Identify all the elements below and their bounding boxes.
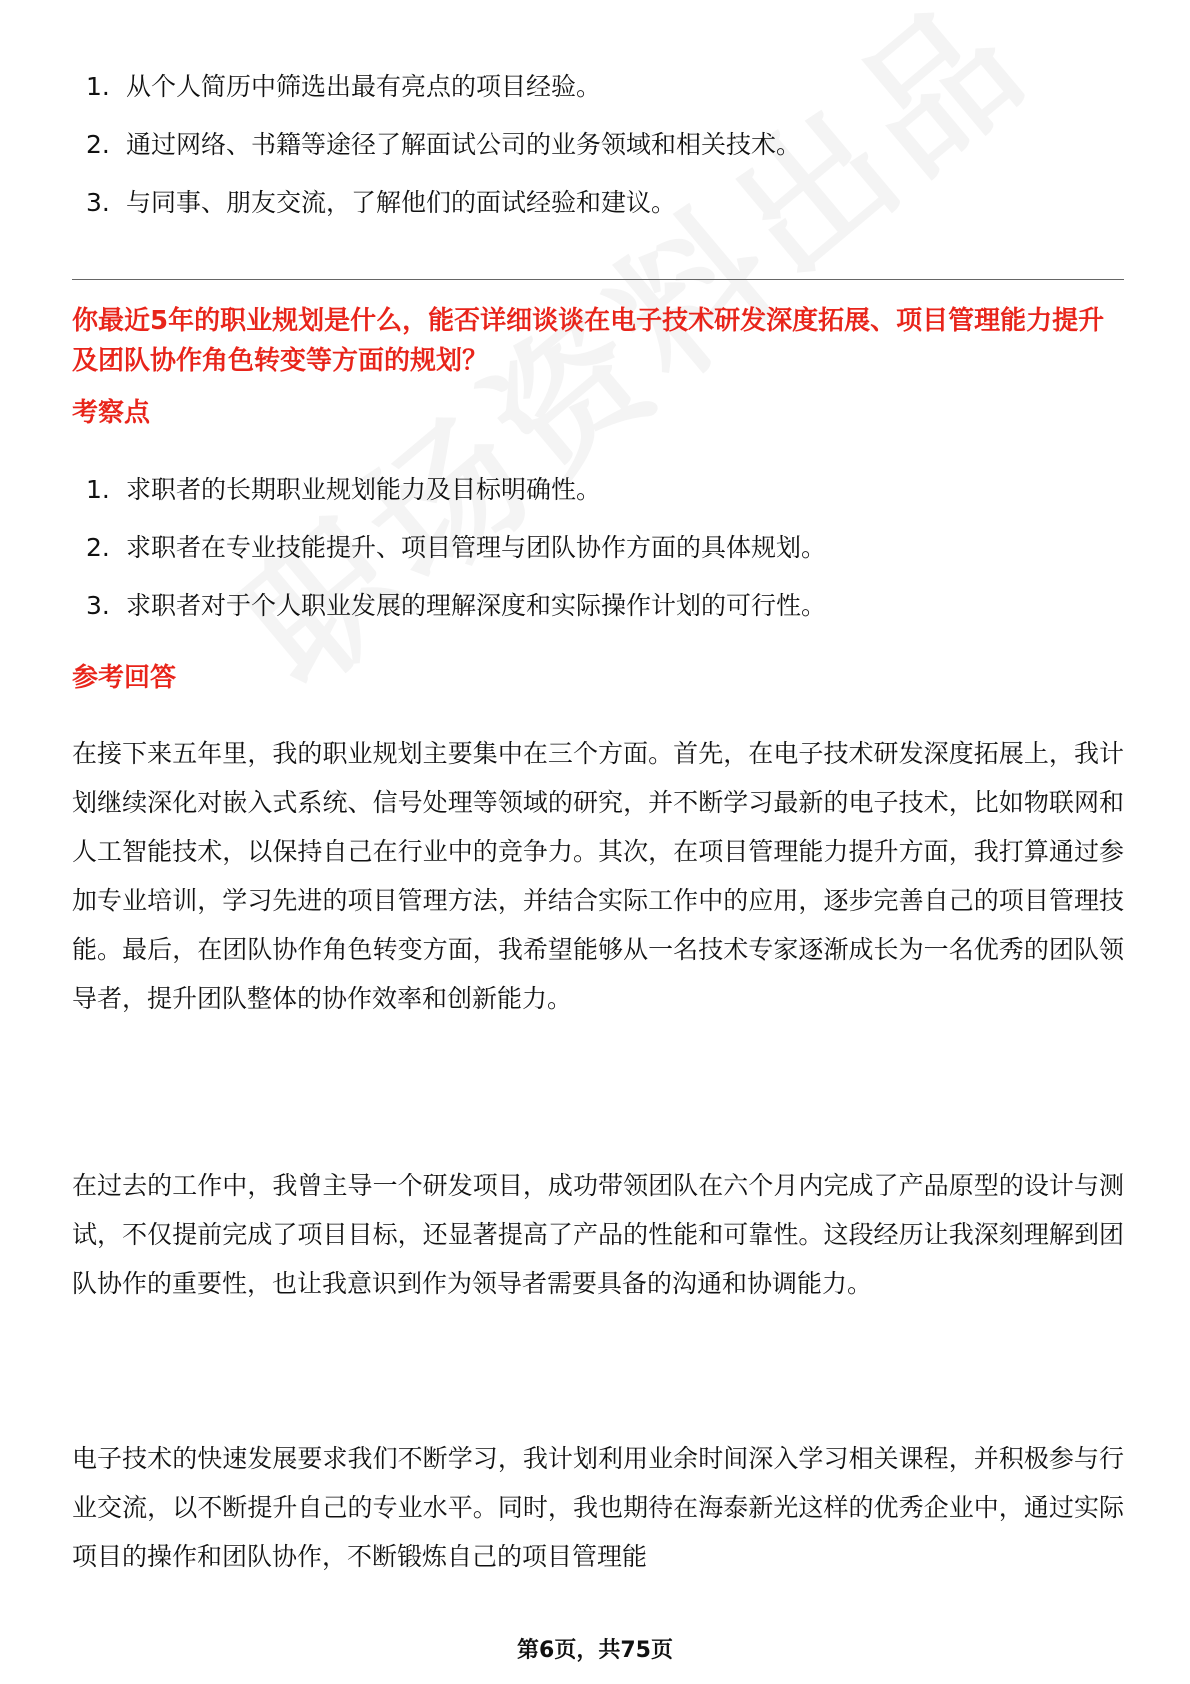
- list-number: 2.: [86, 533, 110, 562]
- list-text: 求职者在专业技能提升、项目管理与团队协作方面的具体规划。: [126, 533, 827, 562]
- interview-question: 你最近5年的职业规划是什么，能否详细谈谈在电子技术研发深度拓展、项目管理能力提升及团队协作角色转变等方面的规划？: [72, 306, 1105, 376]
- list-text: 求职者的长期职业规划能力及目标明确性。: [126, 475, 602, 504]
- answer-paragraph: 在过去的工作中，我曾主导一个研发项目，成功带领团队在六个月内完成了产品原型的设计与测试，不仅提前完成了项目目标，还显著提高了产品的性能和可靠性。这段经历让我深刻理解到团队协作的重要性，也让我意识到作为领导者需要具备的沟通和协调能力。: [72, 1171, 1124, 1298]
- list-number: 2.: [86, 130, 110, 159]
- points-list: [86, 461, 1116, 635]
- page-footer: 第6页，共75页: [517, 1638, 673, 1663]
- list-text: 求职者对于个人职业发展的理解深度和实际操作计划的可行性。: [126, 591, 827, 620]
- answer-heading: 参考回答: [72, 663, 177, 693]
- prep-list: [86, 58, 1116, 232]
- section-divider: [72, 279, 1124, 280]
- list-item: [86, 58, 1116, 116]
- list-item: [86, 519, 1116, 577]
- answer-paragraph: 在接下来五年里，我的职业规划主要集中在三个方面。首先，在电子技术研发深度拓展上，我计划继续深化对嵌入式系统、信号处理等领域的研究，并不断学习最新的电子技术，比如物联网和人工智能技术，以保持自己在行业中的竞争力。其次，在项目管理能力提升方面，我打算通过参加专业培训，学习先进的项目管理方法，并结合实际工作中的应用，逐步完善自己的项目管理技能。最后，在团队协作角色转变方面，我希望能够从一名技术专家逐渐成长为一名优秀的团队领导者，提升团队整体的协作效率和创新能力。: [72, 739, 1124, 1013]
- list-text: 通过网络、书籍等途径了解面试公司的业务领域和相关技术。: [126, 130, 802, 159]
- list-text: 与同事、朋友交流，了解他们的面试经验和建议。: [126, 188, 677, 217]
- list-text: 从个人简历中筛选出最有亮点的项目经验。: [126, 72, 602, 101]
- list-number: 1.: [86, 72, 110, 101]
- list-item: [86, 577, 1116, 635]
- list-number: 3.: [86, 591, 110, 620]
- list-number: 3.: [86, 188, 110, 217]
- points-heading: 考察点: [72, 398, 151, 428]
- list-number: 1.: [86, 475, 110, 504]
- list-item: [86, 174, 1116, 232]
- answer-paragraph: 电子技术的快速发展要求我们不断学习，我计划利用业余时间深入学习相关课程，并积极参与行业交流，以不断提升自己的专业水平。同时，我也期待在海泰新光这样的优秀企业中，通过实际项目的操作和团队协作，不断锻炼自己的项目管理能: [72, 1444, 1124, 1571]
- list-item: [86, 461, 1116, 519]
- list-item: [86, 116, 1116, 174]
